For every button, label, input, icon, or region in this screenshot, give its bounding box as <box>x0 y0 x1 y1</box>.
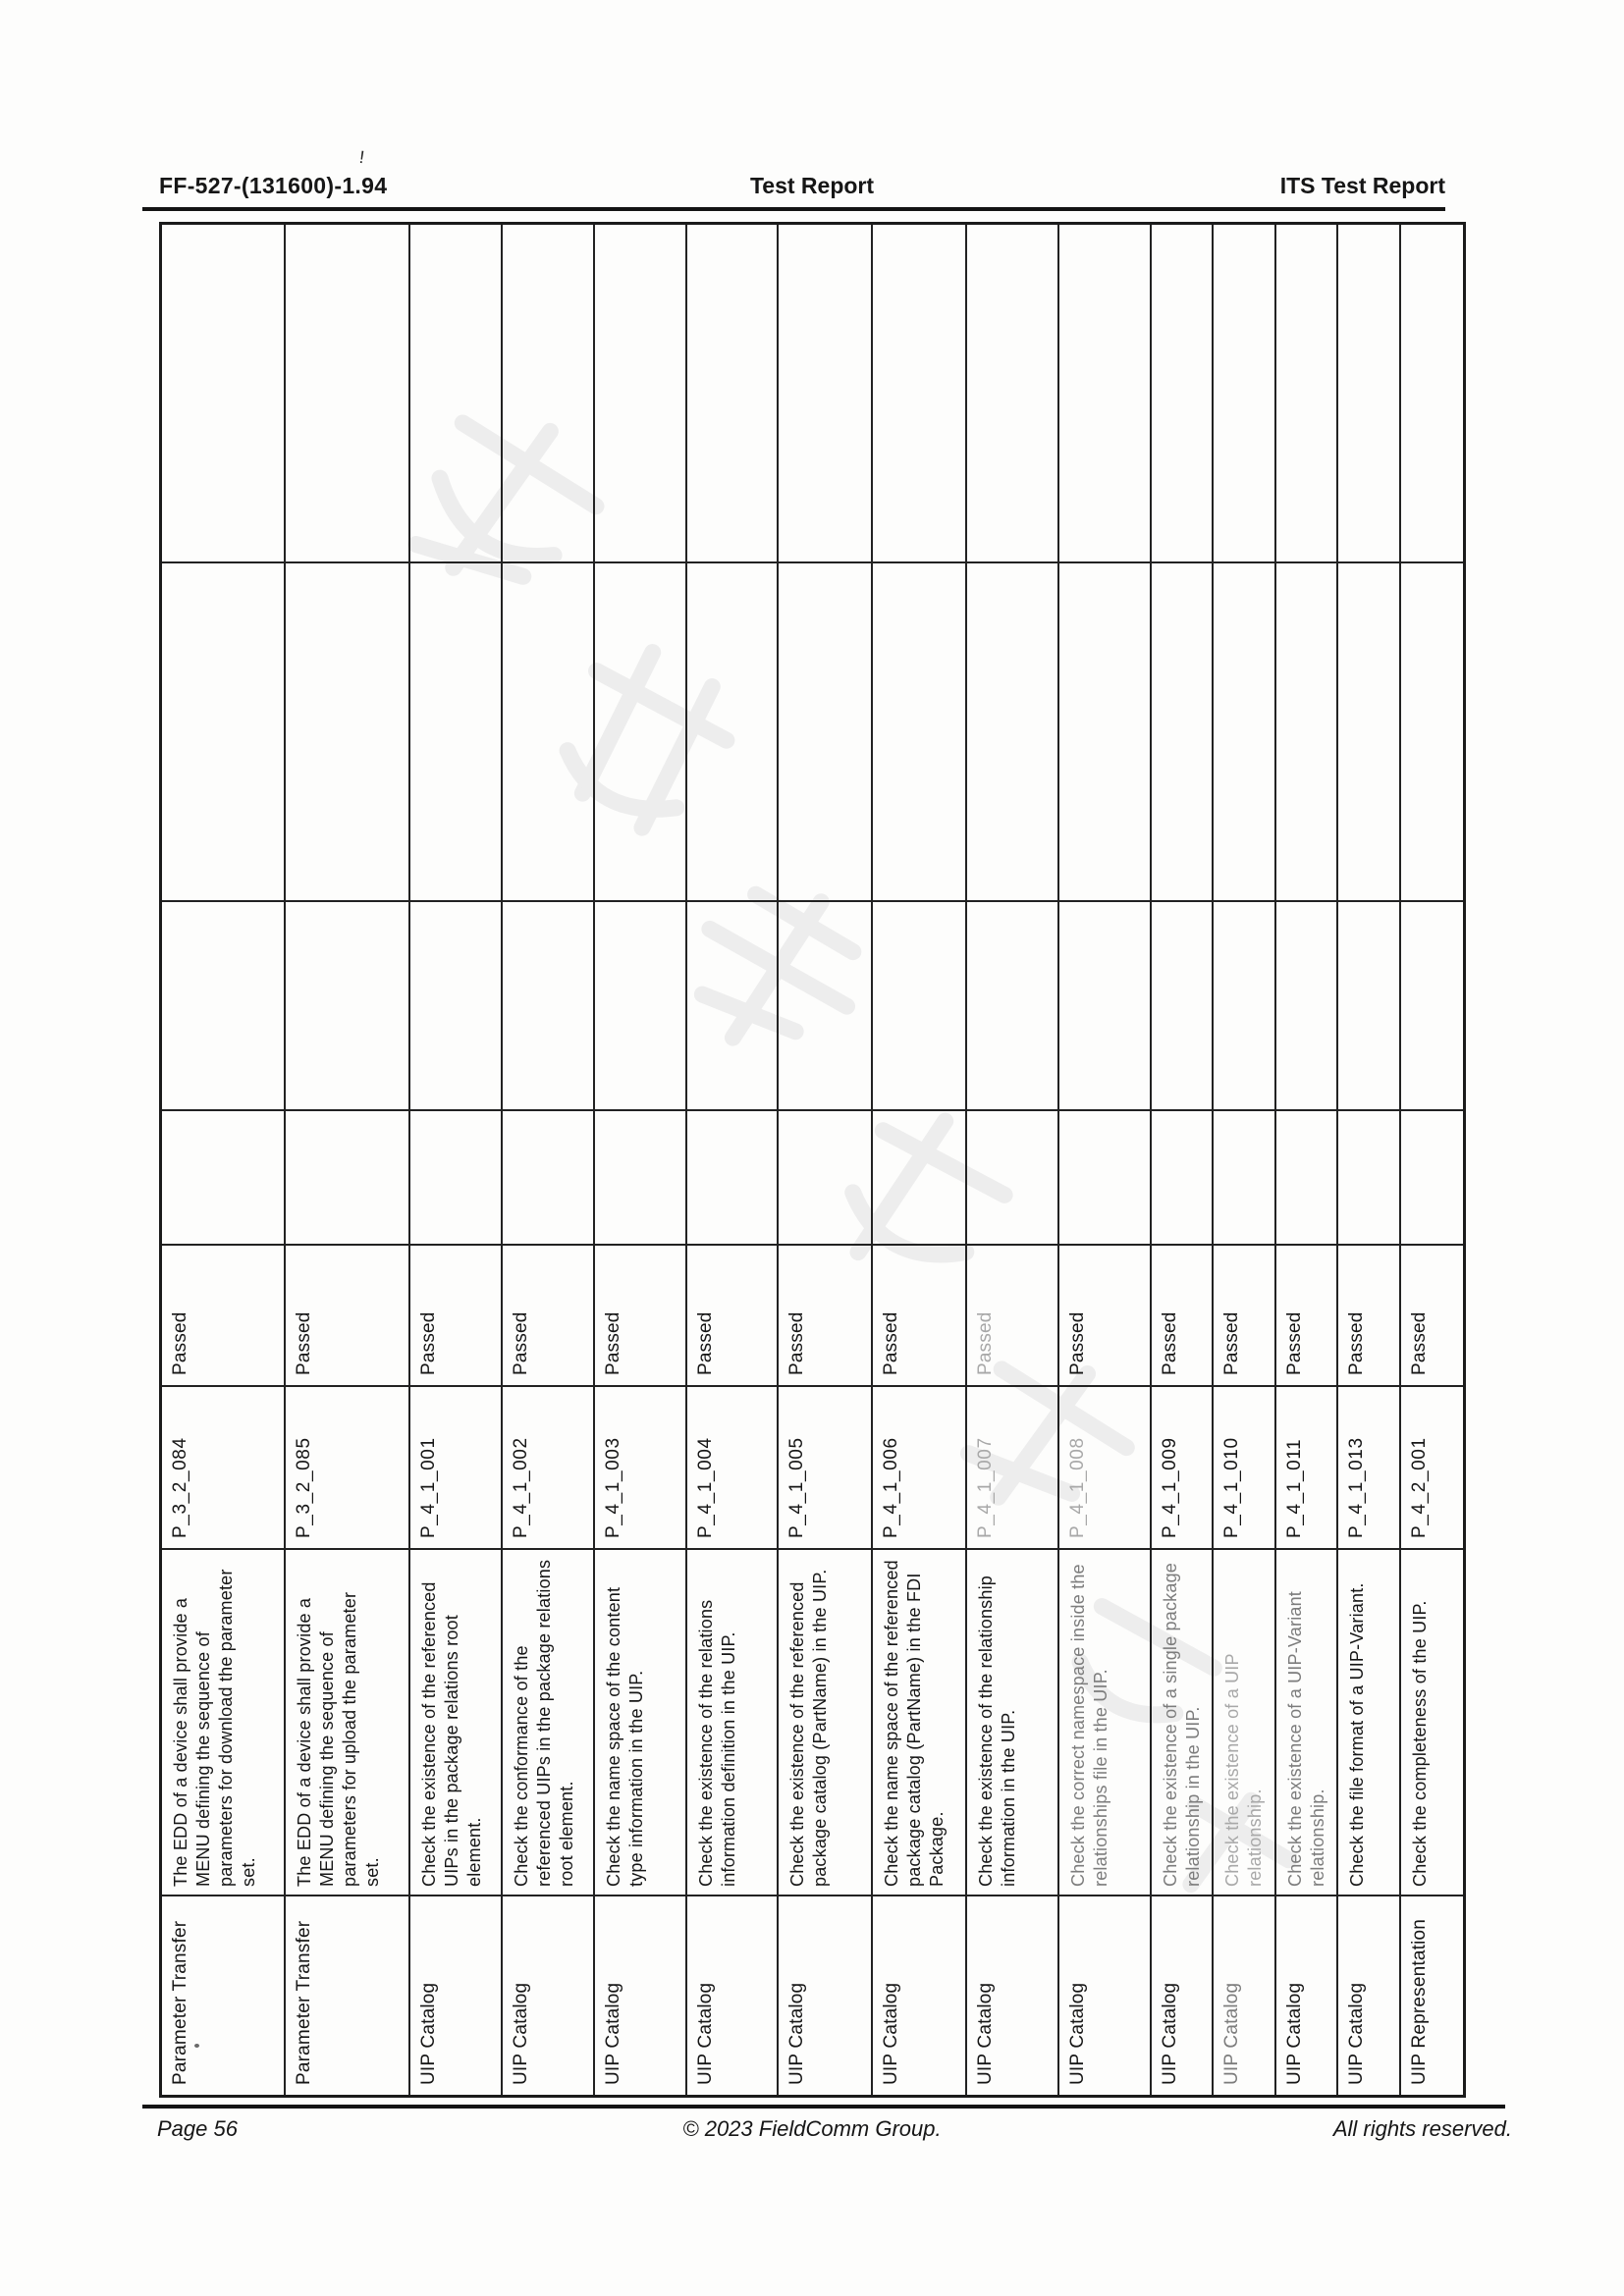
cell-category <box>1214 1896 1276 2095</box>
description-text: Check the existence of the relationship information in the UIP. <box>976 1575 1018 1887</box>
report-type-label: ITS Test Report <box>1279 173 1445 198</box>
footer-rule <box>142 2105 1505 2109</box>
header-rule <box>142 207 1445 211</box>
cell-empty <box>1059 902 1152 1111</box>
page-number: Page 56 <box>157 2116 238 2141</box>
cell-empty <box>873 1111 967 1246</box>
category-text: UIP Catalog <box>603 1982 623 2085</box>
test_id-text: P_3_2_084 <box>170 1437 190 1538</box>
cell-empty <box>503 902 595 1111</box>
description-text: Check the existence of a single package relationship in the UIP. <box>1161 1563 1203 1887</box>
cell-empty <box>1214 1111 1276 1246</box>
result-text: Passed <box>1284 1311 1305 1375</box>
cell-empty <box>410 902 503 1111</box>
description-text: Check the file format of a UIP-Variant. <box>1347 1582 1367 1887</box>
test_id-text: P_4_1_006 <box>881 1437 901 1538</box>
cell-empty <box>967 225 1059 563</box>
page-title: Test Report <box>749 173 875 198</box>
category-text: UIP Catalog <box>511 1982 531 2085</box>
cell-empty <box>687 1111 779 1246</box>
description-text: Check the existence of the relations information definition in the UIP. <box>696 1599 738 1887</box>
test_id-text: P_4_1_001 <box>418 1437 439 1538</box>
test_id-text: P_4_1_007 <box>975 1437 996 1538</box>
cell-description <box>1401 1550 1463 1896</box>
test_id-text: P_4_1_010 <box>1221 1437 1242 1538</box>
test_id-text: P_4_2_001 <box>1409 1437 1430 1538</box>
description-text: Check the existence of a UIP-Variant relationship. <box>1285 1590 1327 1887</box>
cell-description <box>1276 1550 1338 1896</box>
test_id-text: P_4_1_003 <box>603 1437 623 1538</box>
cell-empty <box>779 902 873 1111</box>
category-text: Parameter Transfer <box>170 1920 190 2085</box>
cell-test_id <box>873 1387 967 1550</box>
cell-test_id <box>687 1387 779 1550</box>
cell-category <box>1338 1896 1401 2095</box>
cell-empty <box>1276 902 1338 1111</box>
cell-result <box>1338 1246 1401 1387</box>
cell-category <box>1152 1896 1214 2095</box>
cell-test_id <box>595 1387 687 1550</box>
cell-test_id <box>967 1387 1059 1550</box>
result-text: Passed <box>695 1311 716 1375</box>
cell-category <box>410 1896 503 2095</box>
category-text: UIP Catalog <box>786 1982 807 2085</box>
cell-test_id <box>1276 1387 1338 1550</box>
category-text: UIP Catalog <box>881 1982 901 2085</box>
cell-test_id <box>286 1387 410 1550</box>
cell-test_id <box>162 1387 286 1550</box>
cell-empty <box>1338 225 1401 563</box>
cell-empty <box>1401 225 1463 563</box>
cell-empty <box>410 225 503 563</box>
cell-empty <box>595 563 687 902</box>
cell-empty <box>1276 1111 1338 1246</box>
cell-result <box>410 1246 503 1387</box>
cell-description <box>1214 1550 1276 1896</box>
result-text: Passed <box>418 1311 439 1375</box>
cell-result <box>687 1246 779 1387</box>
cell-empty <box>1338 563 1401 902</box>
category-text: UIP Catalog <box>418 1982 439 2085</box>
test_id-text: P_4_1_005 <box>786 1437 807 1538</box>
cell-category <box>1401 1896 1463 2095</box>
cell-empty <box>1401 563 1463 902</box>
cell-empty <box>595 902 687 1111</box>
result-text: Passed <box>786 1311 807 1375</box>
cell-description <box>1059 1550 1152 1896</box>
description-text: The EDD of a device shall provide a MENU defining the sequence of parameters for upload the parameter set. <box>295 1591 382 1887</box>
cell-category <box>595 1896 687 2095</box>
category-text: UIP Catalog <box>1067 1982 1088 2085</box>
cell-result <box>1401 1246 1463 1387</box>
cell-empty <box>967 563 1059 902</box>
cell-result <box>503 1246 595 1387</box>
cell-empty <box>162 902 286 1111</box>
cell-description <box>779 1550 873 1896</box>
description-text: Check the existence of a UIP relationship. <box>1222 1653 1265 1887</box>
cell-empty <box>286 563 410 902</box>
cell-empty <box>1214 563 1276 902</box>
description-text: Check the name space of the referenced package catalog (PartName) in the FDI Package. <box>882 1560 947 1887</box>
cell-empty <box>873 563 967 902</box>
cell-empty <box>595 1111 687 1246</box>
test_id-text: P_3_2_085 <box>294 1437 314 1538</box>
category-text: UIP Catalog <box>1160 1982 1180 2085</box>
cell-category <box>687 1896 779 2095</box>
description-text: Check the conformance of the referenced UIPs in the package relations root element. <box>512 1559 576 1887</box>
cell-category <box>162 1896 286 2095</box>
result-text: Passed <box>1221 1311 1242 1375</box>
cell-result <box>162 1246 286 1387</box>
cell-empty <box>162 563 286 902</box>
description-text: Check the correct namespace inside the relationships file in the UIP. <box>1068 1564 1110 1887</box>
cell-result <box>1214 1246 1276 1387</box>
cell-category <box>1276 1896 1338 2095</box>
category-text: UIP Catalog <box>695 1982 716 2085</box>
cell-test_id <box>779 1387 873 1550</box>
test_id-text: P_4_1_008 <box>1067 1437 1088 1538</box>
cell-category <box>873 1896 967 2095</box>
cell-category <box>503 1896 595 2095</box>
rights-notice: All rights reserved. <box>1332 2116 1512 2141</box>
stray-ink-mark: ! <box>357 146 366 168</box>
cell-description <box>967 1550 1059 1896</box>
cell-empty <box>873 902 967 1111</box>
cell-category <box>967 1896 1059 2095</box>
cell-empty <box>1059 563 1152 902</box>
cell-result <box>1276 1246 1338 1387</box>
cell-description <box>410 1550 503 1896</box>
cell-category <box>1059 1896 1152 2095</box>
cell-description <box>162 1550 286 1896</box>
cell-empty <box>1152 902 1214 1111</box>
cell-empty <box>1152 225 1214 563</box>
cell-result <box>873 1246 967 1387</box>
result-text: Passed <box>1409 1311 1430 1375</box>
cell-description <box>687 1550 779 1896</box>
category-text: UIP Representation <box>1409 1918 1430 2085</box>
cell-empty <box>1152 1111 1214 1246</box>
cell-empty <box>1059 225 1152 563</box>
cell-empty <box>779 1111 873 1246</box>
cell-empty <box>687 902 779 1111</box>
test_id-text: P_4_1_009 <box>1160 1437 1180 1538</box>
cell-empty <box>779 563 873 902</box>
cell-empty <box>286 1111 410 1246</box>
cell-result <box>286 1246 410 1387</box>
result-text: Passed <box>603 1311 623 1375</box>
category-text: UIP Catalog <box>1284 1982 1305 2085</box>
cell-empty <box>503 563 595 902</box>
cell-result <box>1059 1246 1152 1387</box>
cell-empty <box>1401 1111 1463 1246</box>
cell-test_id <box>1214 1387 1276 1550</box>
cell-empty <box>967 1111 1059 1246</box>
cell-empty <box>967 902 1059 1111</box>
description-text: The EDD of a device shall provide a MENU defining the sequence of parameters for download the parameter set. <box>171 1569 258 1887</box>
cell-description <box>503 1550 595 1896</box>
cell-description <box>1338 1550 1401 1896</box>
category-text: UIP Catalog <box>1346 1982 1367 2085</box>
category-text: UIP Catalog <box>1221 1982 1242 2085</box>
cell-empty <box>1276 225 1338 563</box>
description-text: Check the completeness of the UIP. <box>1410 1600 1430 1887</box>
cell-empty <box>873 225 967 563</box>
cell-description <box>873 1550 967 1896</box>
cell-empty <box>162 225 286 563</box>
cell-empty <box>410 1111 503 1246</box>
cell-empty <box>503 225 595 563</box>
test_id-text: P_4_1_004 <box>695 1437 716 1538</box>
description-text: Check the existence of the referenced UIPs in the package relations root element. <box>419 1581 484 1887</box>
category-text: Parameter Transfer <box>294 1920 314 2085</box>
cell-empty <box>1059 1111 1152 1246</box>
cell-category <box>779 1896 873 2095</box>
cell-test_id <box>410 1387 503 1550</box>
cell-empty <box>1338 1111 1401 1246</box>
document-number: FF-527-(131600)-1.94 <box>159 173 388 198</box>
cell-test_id <box>1152 1387 1214 1550</box>
cell-empty <box>286 902 410 1111</box>
cell-empty <box>1214 225 1276 563</box>
cell-empty <box>1152 563 1214 902</box>
description-text: Check the name space of the content type information in the UIP. <box>604 1586 646 1887</box>
result-text: Passed <box>881 1311 901 1375</box>
cell-empty <box>595 225 687 563</box>
result-text: Passed <box>1067 1311 1088 1375</box>
cell-result <box>779 1246 873 1387</box>
test_id-text: P_4_1_013 <box>1346 1437 1367 1538</box>
cell-empty <box>503 1111 595 1246</box>
cell-result <box>967 1246 1059 1387</box>
cell-category <box>286 1896 410 2095</box>
cell-test_id <box>1338 1387 1401 1550</box>
cell-description <box>1152 1550 1214 1896</box>
report-table <box>159 222 1466 2098</box>
cell-empty <box>410 563 503 902</box>
cell-test_id <box>503 1387 595 1550</box>
cell-empty <box>687 563 779 902</box>
cell-empty <box>779 225 873 563</box>
cell-test_id <box>1401 1387 1463 1550</box>
result-text: Passed <box>294 1311 314 1375</box>
cell-empty <box>1401 902 1463 1111</box>
cell-empty <box>1214 902 1276 1111</box>
result-text: Passed <box>170 1311 190 1375</box>
cell-empty <box>286 225 410 563</box>
category-text: UIP Catalog <box>975 1982 996 2085</box>
cell-empty <box>1338 902 1401 1111</box>
result-text: Passed <box>975 1311 996 1375</box>
cell-empty <box>162 1111 286 1246</box>
cell-result <box>1152 1246 1214 1387</box>
cell-description <box>595 1550 687 1896</box>
result-text: Passed <box>1346 1311 1367 1375</box>
result-text: Passed <box>511 1311 531 1375</box>
cell-empty <box>687 225 779 563</box>
cell-result <box>595 1246 687 1387</box>
copyright-notice: © 2023 FieldComm Group. <box>682 2116 942 2141</box>
test_id-text: P_4_1_011 <box>1284 1438 1305 1538</box>
cell-test_id <box>1059 1387 1152 1550</box>
cell-description <box>286 1550 410 1896</box>
description-text: Check the existence of the referenced package catalog (PartName) in the UIP. <box>787 1569 830 1887</box>
cell-empty <box>1276 563 1338 902</box>
test_id-text: P_4_1_002 <box>511 1437 531 1538</box>
result-text: Passed <box>1160 1311 1180 1375</box>
